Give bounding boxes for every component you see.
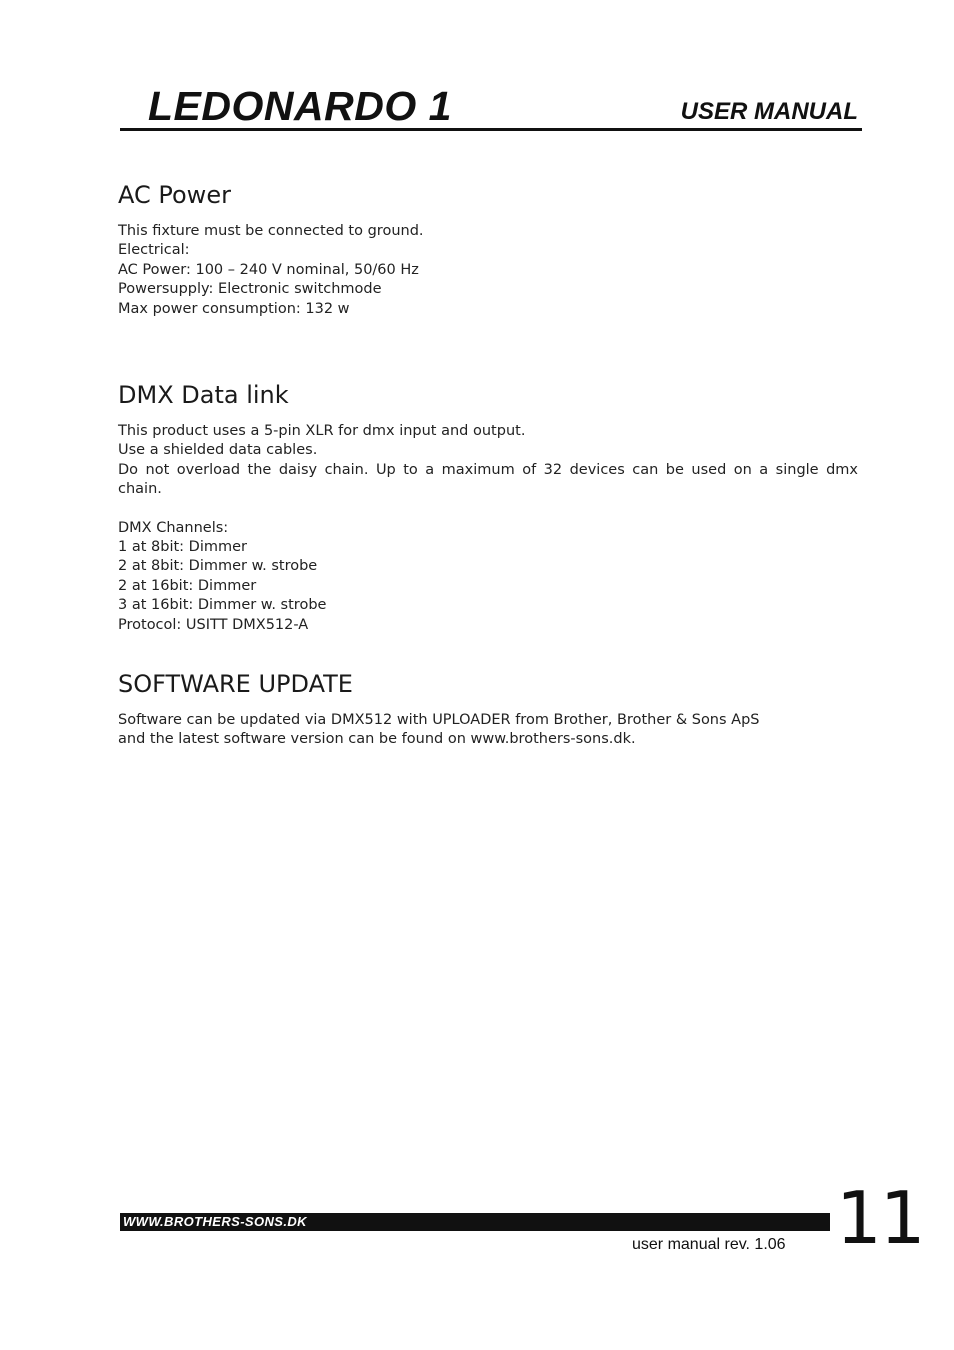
text-line: Do not overload the daisy chain. Up to a maximum of 32 devices can be used on a single dmx xyxy=(118,461,858,478)
ac-power-text xyxy=(118,222,858,319)
manual-revision: user manual rev. 1.06 xyxy=(632,1236,786,1253)
dmx-protocol: Protocol: USITT DMX512-A xyxy=(118,616,309,633)
text-line: Use a shielded data cables. xyxy=(118,442,318,459)
text-line: Software can be updated via DMX512 with UPLOADER from Brother, Brother & Sons ApS xyxy=(118,712,760,728)
page-header xyxy=(120,78,862,131)
dmx-channel-mode: 1 at 8bit: Dimmer xyxy=(118,539,247,556)
dmx-channel-mode: 3 at 16bit: Dimmer w. strobe xyxy=(118,597,327,614)
text-line: and the latest software version can be found on www.brothers-sons.dk. xyxy=(118,731,636,748)
dmx-channel-mode: 2 at 8bit: Dimmer w. strobe xyxy=(118,558,318,575)
footer-website-url: WWW.BROTHERS-SONS.DK xyxy=(123,1214,307,1229)
text-line: This fixture must be connected to ground. xyxy=(118,223,424,239)
dmx-data-link-text xyxy=(118,422,858,635)
text-line: This product uses a 5-pin XLR for dmx input and output. xyxy=(118,423,526,439)
dmx-channels-label: DMX Channels: xyxy=(118,519,229,536)
text-line: Electrical: xyxy=(118,242,190,259)
paragraph-gap xyxy=(118,500,858,519)
text-line: chain. xyxy=(118,481,162,498)
document-type: USER MANUAL xyxy=(680,98,858,125)
section-dmx-data-link xyxy=(118,380,858,635)
section-software-update xyxy=(118,669,858,750)
dmx-channel-mode: 2 at 16bit: Dimmer xyxy=(118,577,257,594)
section-ac-power xyxy=(118,180,858,319)
product-title: LEDONARDO 1 xyxy=(148,83,452,129)
text-line: Powersupply: Electronic switchmode xyxy=(118,281,382,298)
footer-bar xyxy=(120,1213,830,1231)
page-number: 11 xyxy=(836,1176,924,1260)
section-heading-software-update: SOFTWARE UPDATE xyxy=(118,670,353,698)
section-heading-dmx-data-link: DMX Data link xyxy=(118,381,289,409)
text-line: AC Power: 100 – 240 V nominal, 50/60 Hz xyxy=(118,261,419,278)
section-heading-ac-power: AC Power xyxy=(118,181,231,209)
text-line: Max power consumption: 132 w xyxy=(118,300,350,317)
software-update-text xyxy=(118,711,858,750)
